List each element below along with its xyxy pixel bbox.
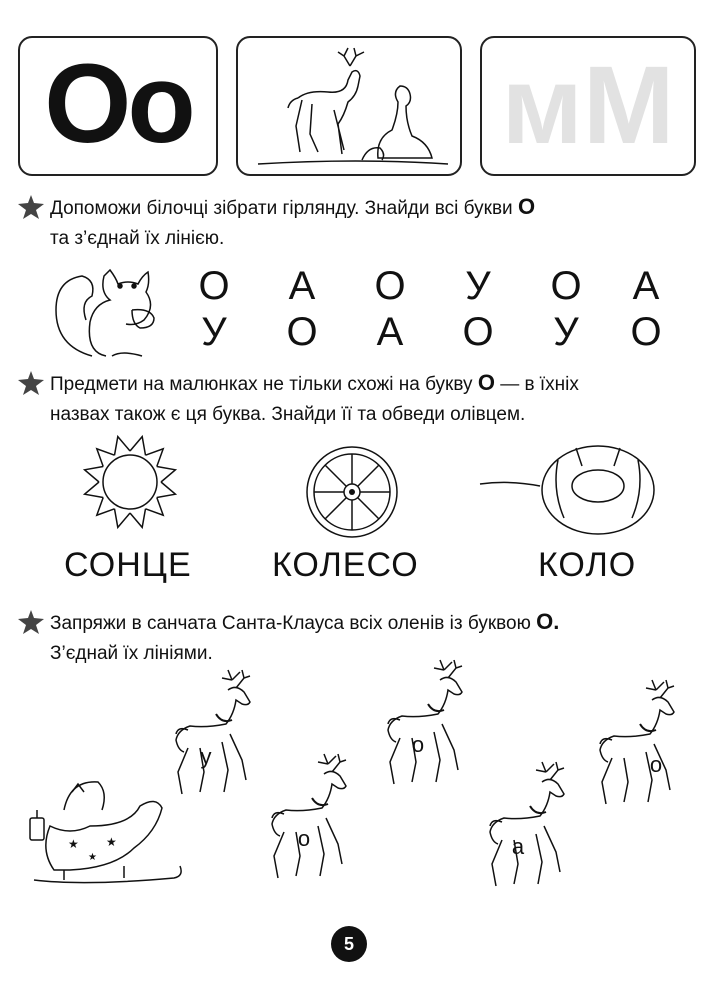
sun-ray — [115, 437, 131, 456]
deer-letter: у — [200, 744, 212, 769]
deer-letter: а — [511, 834, 525, 859]
letter-cell: О — [374, 264, 406, 308]
task-2-line-2: назвах також є ця буква. Знайди її та обведи олівцем. — [50, 404, 526, 425]
letter-cell: А — [288, 264, 316, 308]
star-icon — [18, 195, 44, 219]
reindeer-icon — [262, 752, 362, 886]
big-letter-pair: Оо — [44, 41, 192, 166]
ghost-letter-pair: мМ — [501, 44, 675, 167]
letter-cell: О — [198, 264, 230, 308]
task-2-line-1: Предмети на малюнках не тільки схожі на букву — [50, 374, 473, 395]
letter-cell: У — [201, 310, 227, 354]
letter-cell: О — [286, 310, 318, 354]
reindeer-icon — [480, 760, 580, 894]
sun-ray — [157, 467, 176, 483]
lifebuoy-icon — [480, 440, 660, 536]
star-icon — [18, 371, 44, 395]
wheel-icon — [304, 444, 400, 540]
task-2-instruction — [18, 368, 690, 430]
task-3-instruction — [18, 607, 690, 669]
task-1-instruction — [18, 192, 690, 254]
word-sun: СОНЦЕ — [64, 546, 192, 584]
faded-letter-card — [480, 36, 696, 176]
svg-text:★: ★ — [88, 852, 97, 863]
page-number: 5 — [331, 926, 367, 962]
letter-cell: У — [465, 264, 491, 308]
sun-ray — [130, 509, 146, 528]
word-circle: КОЛО — [538, 546, 637, 584]
reindeer-icon — [166, 668, 266, 802]
sleigh-icon — [24, 770, 184, 896]
deer-letter: о — [411, 732, 425, 757]
deer-letter: о — [297, 826, 311, 851]
word-wheel: КОЛЕСО — [272, 546, 419, 584]
star-icon — [18, 610, 44, 634]
task-1-line-2: та з’єднай їх лінією. — [50, 228, 225, 249]
sun-ray — [157, 482, 176, 498]
sun-ray — [146, 449, 164, 467]
squirrel-icon — [52, 256, 172, 362]
sun-icon — [80, 432, 180, 532]
deer-letter: о — [649, 752, 663, 777]
sun-ray — [85, 482, 104, 498]
task-3-line-2: З’єднай їх лініями. — [50, 643, 213, 664]
sun-ray — [97, 449, 115, 467]
letter-cell: О — [462, 310, 494, 354]
letter-cell: О — [630, 310, 662, 354]
task-1-line-1: Допоможи білочці зібрати гірлянду. Знайди всі букви — [50, 198, 513, 219]
task-2-letter: О — [477, 370, 495, 395]
svg-text:★: ★ — [68, 837, 79, 851]
svg-text:★: ★ — [106, 835, 117, 849]
deer-family-icon — [238, 38, 460, 174]
reindeer-icon — [378, 658, 478, 792]
letter-cell: О — [550, 264, 582, 308]
task-1-letter: О — [517, 194, 536, 219]
task-3-letter: О. — [536, 609, 560, 634]
deer-picture-card — [236, 36, 462, 176]
sun-ray — [146, 498, 164, 516]
letter-cell: А — [376, 310, 404, 354]
letter-cell: У — [553, 310, 579, 354]
reindeer-icon — [590, 678, 690, 812]
sun-ray — [130, 437, 146, 456]
letter-card — [18, 36, 218, 176]
task-3-line-1: Запряжи в санчата Санта-Клауса всіх оленів із буквою — [50, 613, 531, 634]
sun-ray — [97, 498, 115, 516]
task-2-line-1-end: — в їхніх — [500, 374, 579, 395]
letter-cell: А — [632, 264, 660, 308]
sun-ray — [85, 467, 104, 483]
sun-ray — [115, 509, 131, 528]
